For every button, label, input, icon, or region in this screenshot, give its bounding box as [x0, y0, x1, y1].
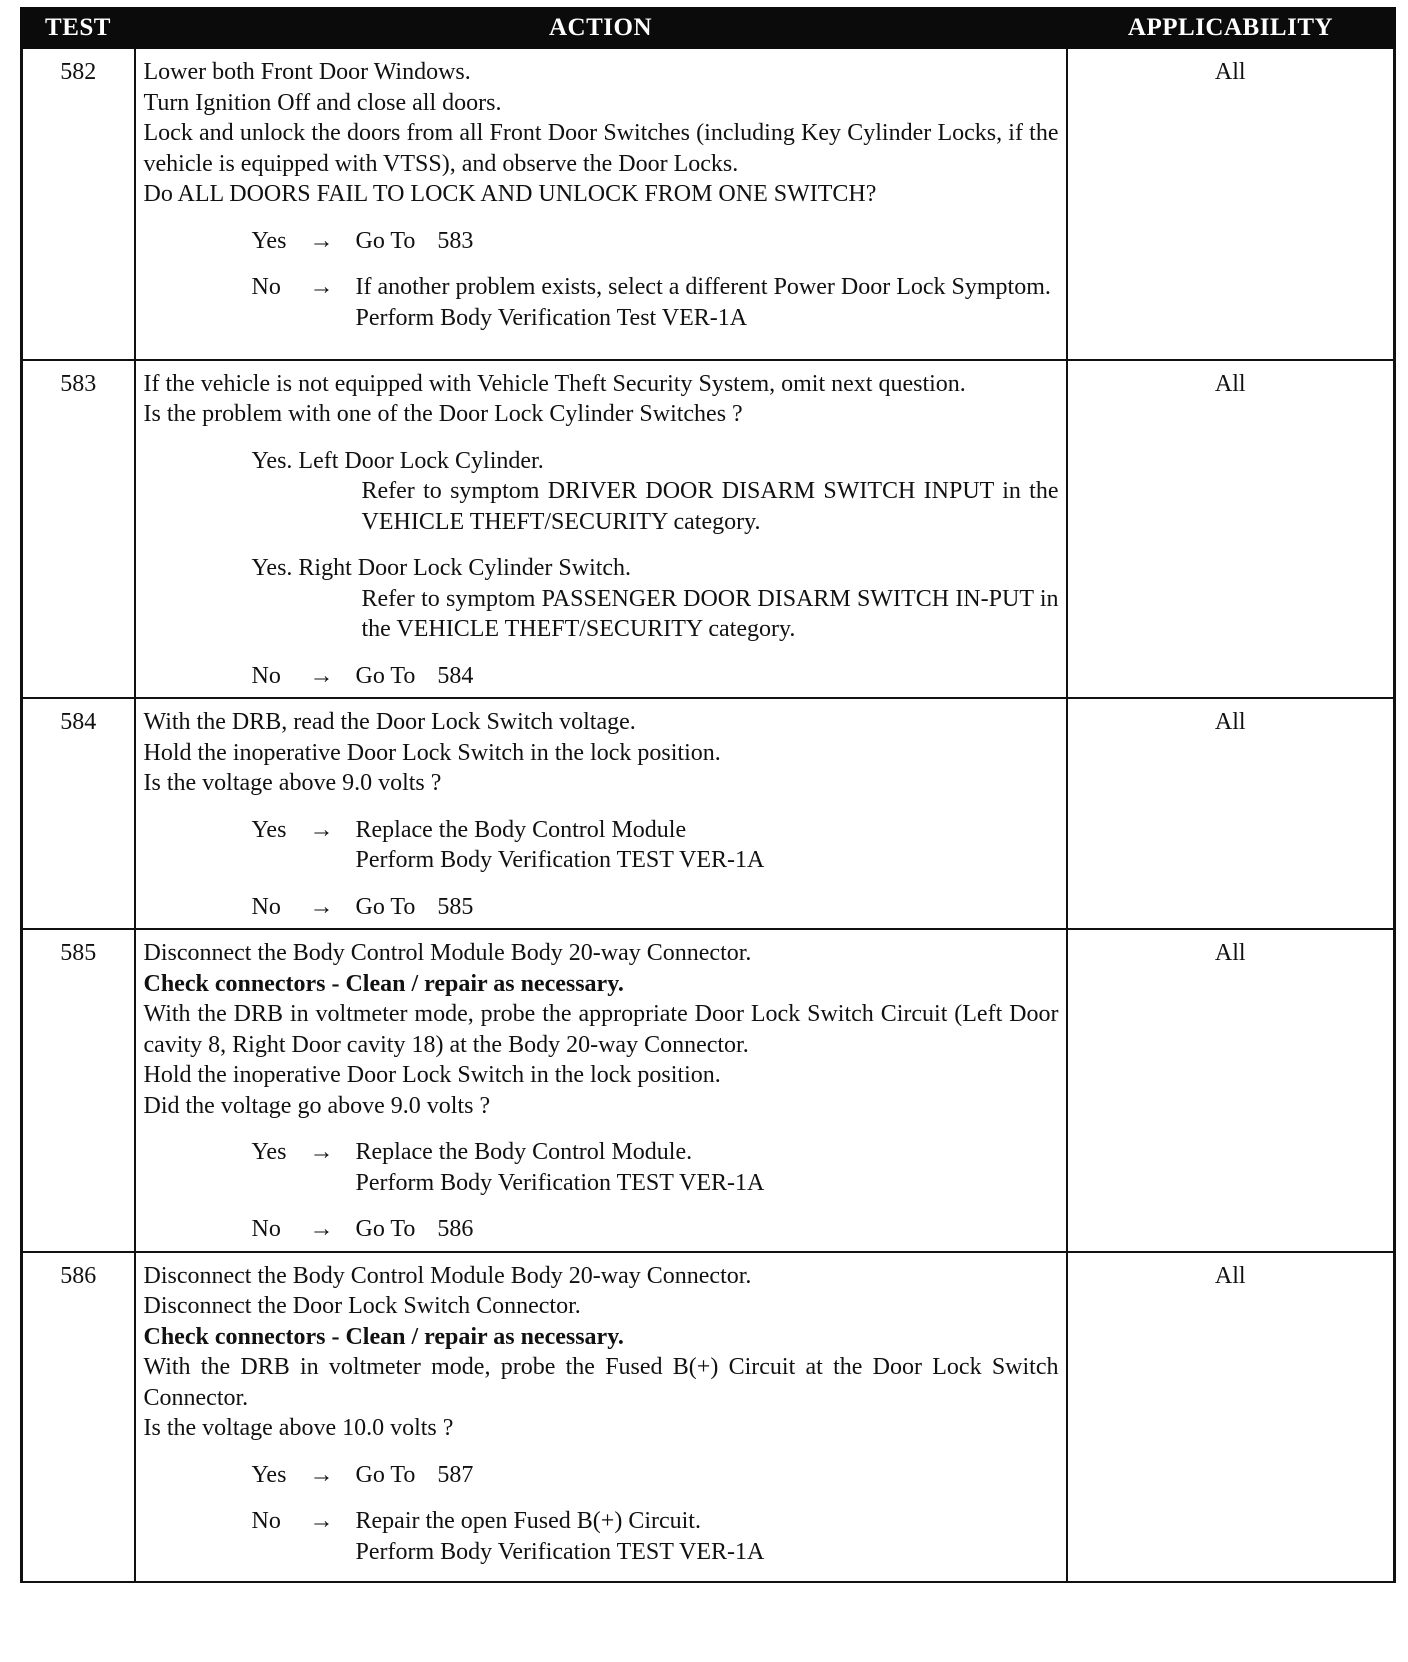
applicability: All — [1067, 360, 1395, 699]
action-line: Lock and unlock the doors from all Front Door Switches (including Key Cylinder Locks, if the vehicle is equipped with VTSS), and observe the Door Locks. — [143, 120, 1059, 177]
header-test: TEST — [22, 9, 135, 48]
goto-reference — [356, 892, 1059, 923]
result-text: Perform Body Verification TEST VER-1A — [355, 1169, 765, 1196]
table-row — [22, 360, 1395, 699]
goto-label: Go To — [355, 227, 416, 254]
no-label: No — [251, 1508, 281, 1534]
action-question: Is the voltage above 9.0 volts ? — [143, 770, 442, 796]
result-text: Perform Body Verification TEST VER-1A — [355, 847, 765, 873]
no-branch — [252, 892, 1059, 923]
arrow-icon: → — [309, 1461, 334, 1488]
yes-left-label: Yes. Left Door Lock Cylinder. — [251, 447, 544, 474]
goto-number: 587 — [437, 1461, 474, 1488]
test-number: 583 — [22, 360, 135, 699]
test-number: 585 — [22, 929, 135, 1252]
test-number: 582 — [22, 48, 135, 360]
action-question: Is the voltage above 10.0 volts ? — [143, 1415, 454, 1441]
yes-label: Yes — [251, 227, 287, 254]
arrow-icon: → — [309, 893, 334, 920]
result-text: Perform Body Verification Test VER-1A — [355, 304, 748, 331]
no-result — [356, 1506, 1059, 1567]
header-action: ACTION — [135, 9, 1067, 48]
test-number: 586 — [22, 1252, 135, 1582]
yes-right-branch — [252, 553, 1059, 645]
action-line: Lower both Front Door Windows. — [143, 59, 471, 85]
no-label: No — [251, 274, 281, 300]
yes-left-branch — [252, 446, 1059, 538]
goto-number: 585 — [437, 893, 474, 920]
goto-label: Go To — [355, 1461, 416, 1488]
action-cell — [135, 48, 1067, 360]
goto-number: 584 — [437, 662, 474, 689]
refer-text: Refer to symptom DRIVER DOOR DISARM SWITCH INPUT in the VEHICLE THEFT/SECURITY category. — [361, 478, 1059, 535]
result-text: Perform Body Verification TEST VER-1A — [355, 1538, 765, 1565]
yes-branch — [252, 1460, 1059, 1491]
yes-right-label: Yes. Right Door Lock Cylinder Switch. — [251, 555, 632, 581]
applicability: All — [1067, 929, 1395, 1252]
goto-number: 586 — [437, 1216, 474, 1242]
header-applicability: APPLICABILITY — [1067, 9, 1395, 48]
yes-result — [356, 815, 1059, 876]
yes-label: Yes — [251, 1461, 287, 1488]
no-branch — [252, 661, 1059, 692]
action-line: If the vehicle is not equipped with Vehicle Theft Security System, omit next question. — [143, 370, 966, 397]
arrow-icon: → — [309, 662, 334, 689]
applicability: All — [1067, 698, 1395, 929]
no-branch — [252, 1506, 1059, 1567]
no-result — [356, 272, 1059, 333]
no-branch — [252, 272, 1059, 333]
action-question: Is the problem with one of the Door Lock Cylinder Switches ? — [143, 401, 743, 427]
action-cell — [135, 929, 1067, 1252]
check-connectors-note: Check connectors - Clean / repair as necessary. — [143, 1323, 624, 1350]
test-number: 584 — [22, 698, 135, 929]
arrow-icon: → — [309, 1508, 334, 1534]
table-header — [22, 9, 1395, 48]
action-question: Did the voltage go above 9.0 volts ? — [143, 1092, 491, 1119]
arrow-icon: → — [309, 1139, 334, 1165]
goto-reference — [356, 1460, 1059, 1491]
goto-reference — [356, 226, 1059, 257]
table-row — [22, 929, 1395, 1252]
action-line: Hold the inoperative Door Lock Switch in the lock position. — [143, 739, 721, 766]
check-connectors-note: Check connectors - Clean / repair as necessary. — [143, 970, 624, 997]
goto-reference — [356, 1214, 1059, 1245]
action-line: Hold the inoperative Door Lock Switch in the lock position. — [143, 1062, 721, 1088]
goto-label: Go To — [355, 1216, 416, 1242]
action-line: Disconnect the Body Control Module Body 20-way Connector. — [143, 1262, 752, 1289]
result-text: Replace the Body Control Module. — [355, 1139, 693, 1165]
arrow-icon: → — [309, 274, 334, 300]
table-row — [22, 48, 1395, 360]
result-text: If another problem exists, select a different Power Door Lock Symptom. — [355, 274, 1051, 300]
table-row — [22, 1252, 1395, 1582]
action-cell — [135, 1252, 1067, 1582]
action-line: With the DRB, read the Door Lock Switch voltage. — [143, 709, 636, 735]
arrow-icon: → — [309, 227, 334, 254]
no-branch — [252, 1214, 1059, 1245]
applicability: All — [1067, 48, 1395, 360]
arrow-icon: → — [309, 816, 334, 843]
action-question: Do ALL DOORS FAIL TO LOCK AND UNLOCK FROM ONE SWITCH? — [143, 181, 877, 207]
result-text: Repair the open Fused B(+) Circuit. — [355, 1508, 701, 1534]
yes-label: Yes — [251, 1139, 287, 1165]
goto-label: Go To — [355, 893, 416, 920]
yes-branch — [252, 1137, 1059, 1198]
result-text: Replace the Body Control Module — [355, 816, 687, 843]
no-label: No — [251, 1216, 281, 1242]
yes-branch — [252, 226, 1059, 257]
goto-number: 583 — [437, 227, 474, 254]
action-line: Turn Ignition Off and close all doors. — [143, 89, 502, 116]
diagnostic-table — [20, 7, 1396, 1583]
action-line: With the DRB in voltmeter mode, probe the appropriate Door Lock Switch Circuit (Left Door cavity 8, Right Door cavity 18) at the Body 20-way Connector. — [143, 1001, 1059, 1058]
no-label: No — [251, 893, 281, 920]
table-row — [22, 698, 1395, 929]
arrow-icon: → — [309, 1216, 334, 1242]
yes-label: Yes — [251, 816, 287, 843]
action-line: Disconnect the Body Control Module Body 20-way Connector. — [143, 940, 752, 966]
goto-reference — [356, 661, 1059, 692]
refer-text: Refer to symptom PASSENGER DOOR DISARM SWITCH IN-PUT in the VEHICLE THEFT/SECURITY category. — [361, 585, 1059, 642]
action-line: With the DRB in voltmeter mode, probe the Fused B(+) Circuit at the Door Lock Switch Connector. — [143, 1354, 1059, 1411]
yes-branch — [252, 815, 1059, 876]
no-label: No — [251, 662, 281, 689]
action-line: Disconnect the Door Lock Switch Connector. — [143, 1293, 581, 1319]
applicability: All — [1067, 1252, 1395, 1582]
goto-label: Go To — [355, 662, 416, 689]
action-cell — [135, 360, 1067, 699]
action-cell — [135, 698, 1067, 929]
yes-result — [356, 1137, 1059, 1198]
